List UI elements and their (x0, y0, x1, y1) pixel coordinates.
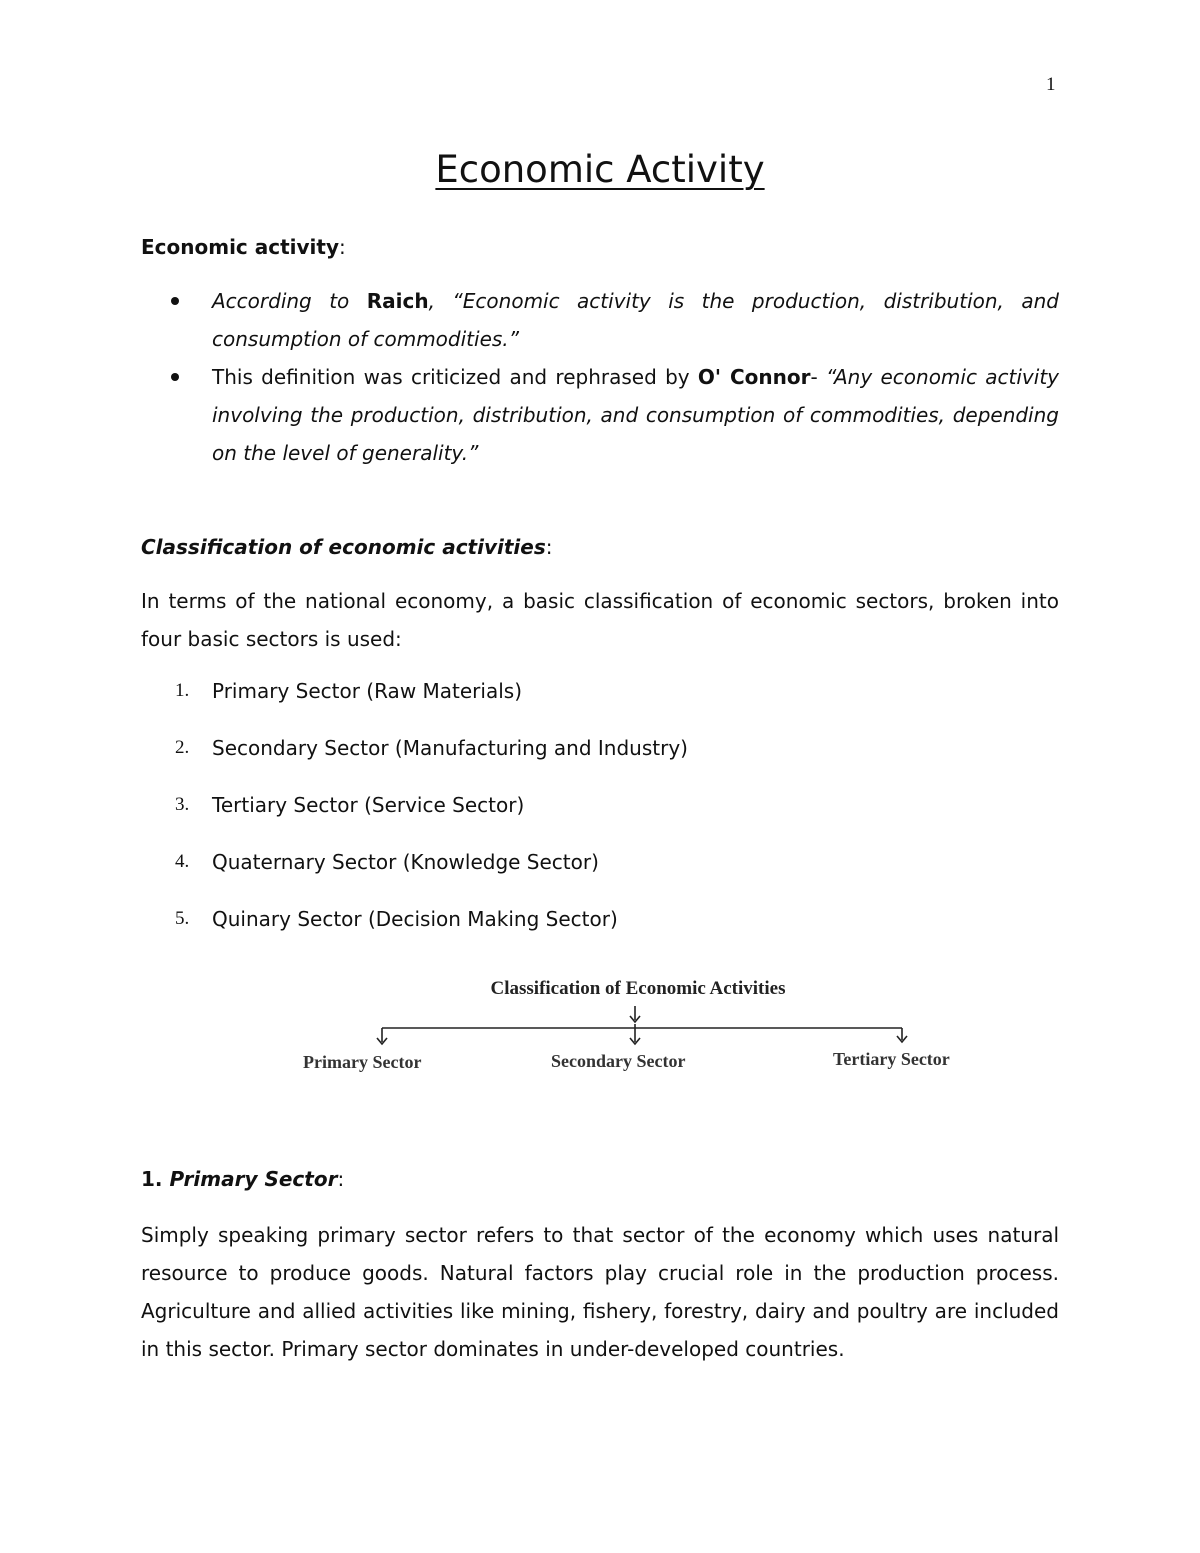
sector-list-item: 5. Quinary Sector (Decision Making Sector) (175, 907, 618, 931)
sector-list (141, 672, 1059, 938)
sector-list-item: 1. Primary Sector (Raw Materials) (175, 679, 522, 703)
diagram-title: Classification of Economic Activities (490, 978, 786, 999)
classification-intro: In terms of the national economy, a basic classification of economic sectors, broken into four basic sectors is used: (141, 589, 1059, 651)
sector-list-item: 2. Secondary Sector (Manufacturing and Industry) (175, 736, 688, 760)
bullet-icon (171, 297, 179, 305)
diagram-node-tertiary: Tertiary Sector (833, 1049, 950, 1069)
definition-item: This definition was criticized and rephrased by O' Connor- “Any economic activity involving the production, distribution, and consumption of commodities, depending on the level of generality.” (141, 358, 1059, 472)
heading-economic-activity: Economic activity: (141, 235, 346, 259)
heading-classification: Classification of economic activities: (141, 535, 553, 559)
classification-diagram (290, 972, 990, 1092)
document-title: Economic Activity (435, 148, 765, 191)
primary-sector-section (141, 1160, 1059, 1368)
bullet-icon (171, 373, 179, 381)
definition-list (141, 282, 1059, 472)
diagram-node-secondary: Secondary Sector (551, 1051, 686, 1071)
definition-quote: “Economic activity is the production, distribution, and consumption of commodities.” (212, 289, 1059, 351)
definition-quote: “Any economic activity involving the production, distribution, and consumption of commodities, depending on the level of generality.” (212, 365, 1059, 465)
author-name: Raich (366, 289, 429, 313)
diagram-node-primary: Primary Sector (303, 1052, 422, 1072)
definition-item: According to Raich, “Economic activity is the production, distribution, and consumption of commodities.” (141, 282, 1059, 358)
heading-primary-sector: 1. Primary Sector: (141, 1167, 345, 1191)
primary-sector-body: Simply speaking primary sector refers to that sector of the economy which uses natural resource to produce goods. Natural factors play crucial role in the production process. Agriculture and allied activities like mining, fishery, forestry, dairy and poultry are included in this sector. Primary sector dominates in under-developed countries. (141, 1223, 1059, 1361)
page-number: 1 (1046, 74, 1056, 95)
author-name: O' Connor (697, 365, 811, 389)
main-content (141, 228, 1059, 957)
sector-list-item: 4. Quaternary Sector (Knowledge Sector) (175, 850, 599, 874)
sector-list-item: 3. Tertiary Sector (Service Sector) (175, 793, 525, 817)
